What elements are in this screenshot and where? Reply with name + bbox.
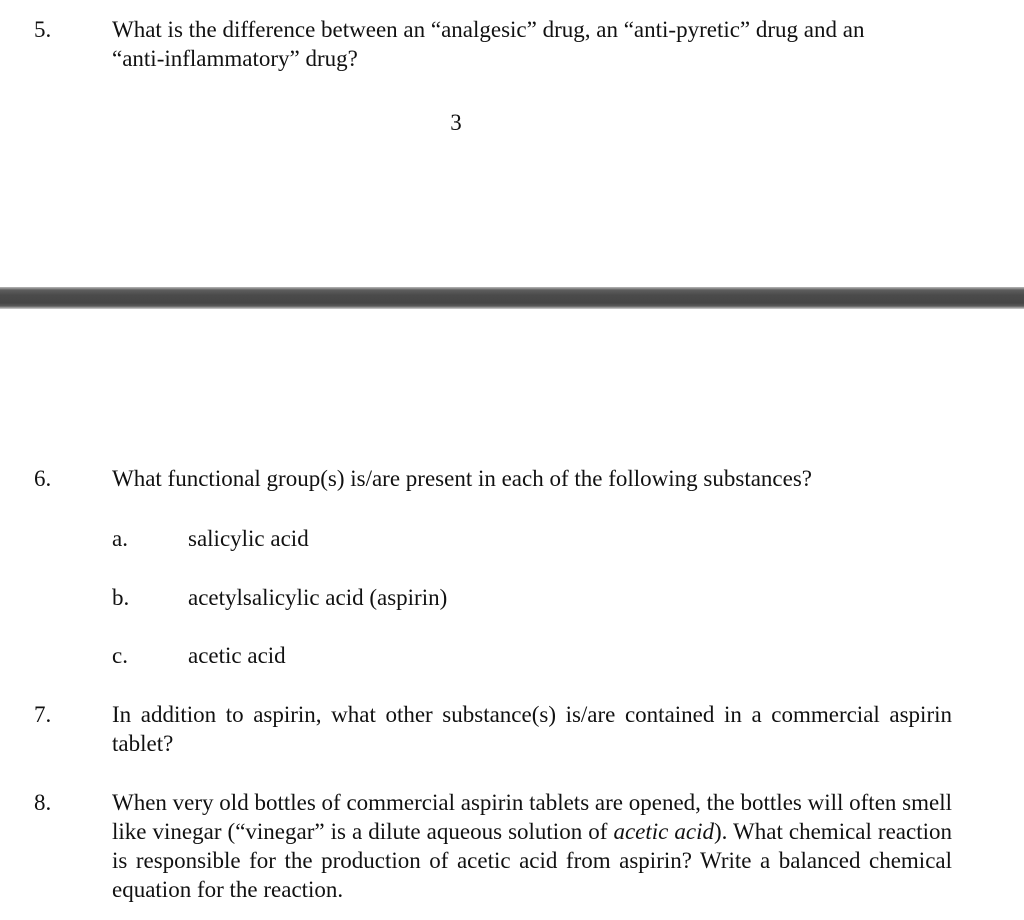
item-a-text: salicylic acid bbox=[188, 526, 309, 551]
question-5-number: 5. bbox=[34, 17, 52, 42]
question-6-number: 6. bbox=[34, 466, 52, 491]
page-divider bbox=[0, 287, 1024, 309]
item-b-text: acetylsalicylic acid (aspirin) bbox=[188, 585, 448, 610]
item-c-letter: c. bbox=[112, 643, 128, 668]
question-6-text: What functional group(s) is/are present in each of the following substances? bbox=[112, 466, 812, 491]
question-5-text bbox=[112, 15, 952, 73]
question-8-text-part-2: ). What chemical reaction is responsible for the production of acetic acid from aspirin? Write a balanced chemical equation for the reaction. bbox=[112, 819, 952, 902]
question-8-text bbox=[112, 788, 952, 904]
question-5-line-1: What is the difference between an “analgesic” drug, an “anti-pyretic” drug and an bbox=[112, 17, 865, 42]
question-8-italic-term: acetic acid bbox=[613, 819, 714, 844]
item-b-letter: b. bbox=[112, 585, 130, 610]
item-a-letter: a. bbox=[112, 526, 128, 551]
item-c-text: acetic acid bbox=[188, 643, 286, 668]
page-number: 3 bbox=[450, 110, 462, 135]
question-5-line-2: “anti-inflammatory” drug? bbox=[112, 46, 358, 71]
question-7-text: In addition to aspirin, what other substance(s) is/are contained in a commercial aspirin tablet? bbox=[112, 702, 952, 756]
question-8-text-part-1: When very old bottles of commercial aspirin tablets are opened, the bottles will often smell like vinegar (“vinegar” is a dilute aqueous solution of bbox=[112, 790, 952, 844]
question-8-number: 8. bbox=[34, 790, 52, 815]
question-7-number: 7. bbox=[34, 702, 52, 727]
